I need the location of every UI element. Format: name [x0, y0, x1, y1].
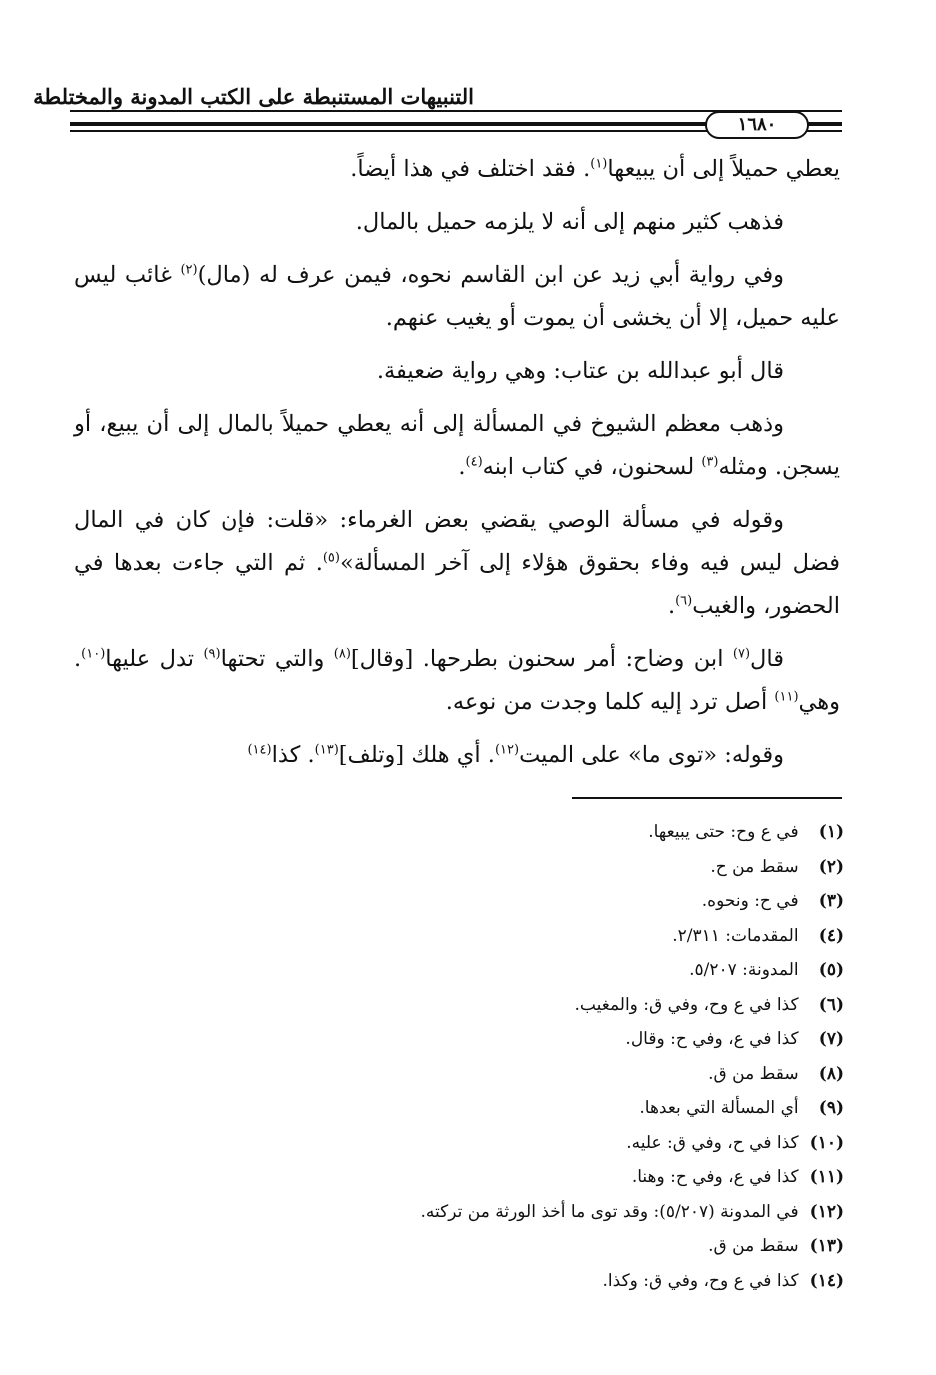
paragraph-1: [74, 148, 840, 191]
text-run: أصل ترد إليه كلما وجدت من نوعه.: [445, 689, 775, 715]
footnote-text: المدونة: ٥/٢٠٧.: [689, 960, 799, 980]
text-run: وذهب معظم الشيوخ في المسألة إلى أنه يعطي حميلاً بالمال إلى أن يبيع، أو يسجن. ومثله: [74, 411, 840, 480]
footnote-ref[interactable]: (٤): [465, 454, 483, 470]
footnote-item: [84, 988, 844, 1023]
footnote-ref[interactable]: (١٢): [494, 742, 520, 758]
footnote-item: [84, 884, 844, 919]
text-run: غائب ليس عليه حميل، إلا أن يخشى أن يموت أو يغيب عنهم.: [74, 262, 840, 331]
footnote-item: [84, 1091, 844, 1126]
footnote-item: [84, 1022, 844, 1057]
footnote-text: كذا في ح، وفي ق: عليه.: [626, 1132, 799, 1153]
text-run: ابن وضاح: أمر سحنون بطرحها. [وقال]: [350, 646, 733, 672]
footnote-item: [84, 850, 844, 885]
footnote-text: في ح: ونحوه.: [701, 891, 799, 911]
footnote-number: (٥): [818, 960, 844, 980]
page-number: ١٦٨٠: [705, 111, 809, 139]
footnote-ref[interactable]: (٧): [732, 646, 751, 662]
footnote-number: (٣): [818, 891, 844, 911]
footnote-number: (٢): [818, 856, 844, 877]
paragraph-6: [74, 499, 840, 628]
footnote-ref[interactable]: (١): [590, 156, 608, 172]
footnote-item: [84, 1126, 844, 1161]
footnote-text: سقط من ح.: [710, 856, 799, 877]
footnote-item: [84, 1229, 844, 1264]
paragraph-4: قال أبو عبدالله بن عتاب: وهي رواية ضعيفة.: [376, 358, 784, 384]
text-run: . وهي: [74, 646, 840, 715]
text-run: . كذا: [271, 742, 315, 768]
text-run: .: [667, 593, 676, 619]
footnote-text: كذا في ع، وفي ح: وقال.: [625, 1029, 799, 1049]
footnote-item: [84, 953, 844, 988]
footnote-text: كذا في ع وح، وفي ق: والمغيب.: [574, 994, 799, 1015]
footnote-number: (١٤): [809, 1270, 844, 1291]
footnote-text: في المدونة (٥/٢٠٧): وقد توى ما أخذ الورثة من تركته.: [420, 1201, 799, 1222]
footnote-item: [84, 815, 844, 850]
text-run: تدل عليها: [105, 646, 204, 672]
text-run: قال: [750, 646, 784, 672]
footnote-item: [84, 1160, 844, 1195]
paragraph-5: [74, 403, 840, 489]
text-run: . فقد اختلف في هذا أيضاً.: [350, 156, 591, 182]
text-run: لسحنون، في كتاب ابنه: [482, 454, 702, 480]
footnote-ref[interactable]: (١١): [774, 689, 799, 705]
footnote-item: [84, 919, 844, 954]
footnote-item: [84, 1057, 844, 1092]
footnote-number: (١٣): [809, 1236, 844, 1256]
footnote-number: (٨): [818, 1063, 844, 1084]
footnote-separator: [572, 797, 842, 799]
footnote-ref[interactable]: (١٠): [81, 646, 106, 662]
footnote-ref[interactable]: (١٣): [314, 742, 339, 758]
footnote-list: [84, 815, 844, 1298]
footnote-ref[interactable]: (٣): [701, 454, 719, 470]
footnote-text: سقط من ق.: [708, 1063, 799, 1084]
text-run: . أي هلك [وتلف]: [338, 742, 495, 768]
footnote-ref[interactable]: (٢): [180, 262, 198, 278]
footnote-text: المقدمات: ٢/٣١١.: [672, 925, 799, 946]
footnote-item: [84, 1264, 844, 1299]
text-run: وقوله: «توى ما» على الميت: [519, 742, 784, 768]
footnote-text: أي المسألة التي بعدها.: [639, 1098, 799, 1118]
footnote-text: كذا في ع وح، وفي ق: وكذا.: [602, 1270, 799, 1291]
footnote-text: سقط من ق.: [708, 1236, 799, 1256]
footnote-text: كذا في ع، وفي ح: وهنا.: [631, 1167, 799, 1187]
footnote-ref[interactable]: (٦): [675, 593, 693, 609]
footnote-number: (٧): [818, 1029, 844, 1049]
footnote-number: (١١): [809, 1167, 844, 1187]
footnote-ref[interactable]: (٨): [333, 646, 351, 662]
paragraph-7: [74, 638, 840, 724]
footnote-number: (١٠): [809, 1132, 844, 1153]
footnote-text: في ع وح: حتى يبيعها.: [648, 822, 799, 842]
text-run: وفي رواية أبي زيد عن ابن القاسم نحوه، فيمن عرف له (مال): [197, 262, 784, 288]
footnote-number: (٤): [818, 925, 844, 946]
paragraph-3: [74, 254, 840, 340]
footnote-number: (١٢): [809, 1201, 844, 1222]
footnote-ref[interactable]: (١٤): [247, 742, 272, 758]
running-title: التنبيهات المستنبطة على الكتب المدونة والمختلطة: [33, 84, 474, 109]
body-text: [74, 148, 840, 787]
footnote-number: (٦): [818, 994, 844, 1015]
text-run: . ثم التي جاءت بعدها في الحضور، والغيب: [74, 550, 840, 619]
footnote-ref[interactable]: (٥): [322, 550, 340, 566]
text-run: يعطي حميلاً إلى أن يبيعها: [607, 156, 840, 182]
footnote-number: (١): [818, 822, 844, 842]
paragraph-8: [74, 734, 840, 777]
footnote-number: (٩): [818, 1098, 844, 1118]
text-run: .: [458, 454, 466, 480]
footnote-ref[interactable]: (٩): [203, 646, 221, 662]
paragraph-2: فذهب كثير منهم إلى أنه لا يلزمه حميل بالمال.: [355, 209, 784, 235]
text-run: والتي تحتها: [220, 646, 334, 672]
footnote-item: [84, 1195, 844, 1230]
text-run: وقوله في مسألة الوصي يقضي بعض الغرماء: «قلت: فإن كان في المال فضل ليس فيه وفاء بحقوق هؤلاء إلى آخر المسألة»: [74, 507, 840, 576]
